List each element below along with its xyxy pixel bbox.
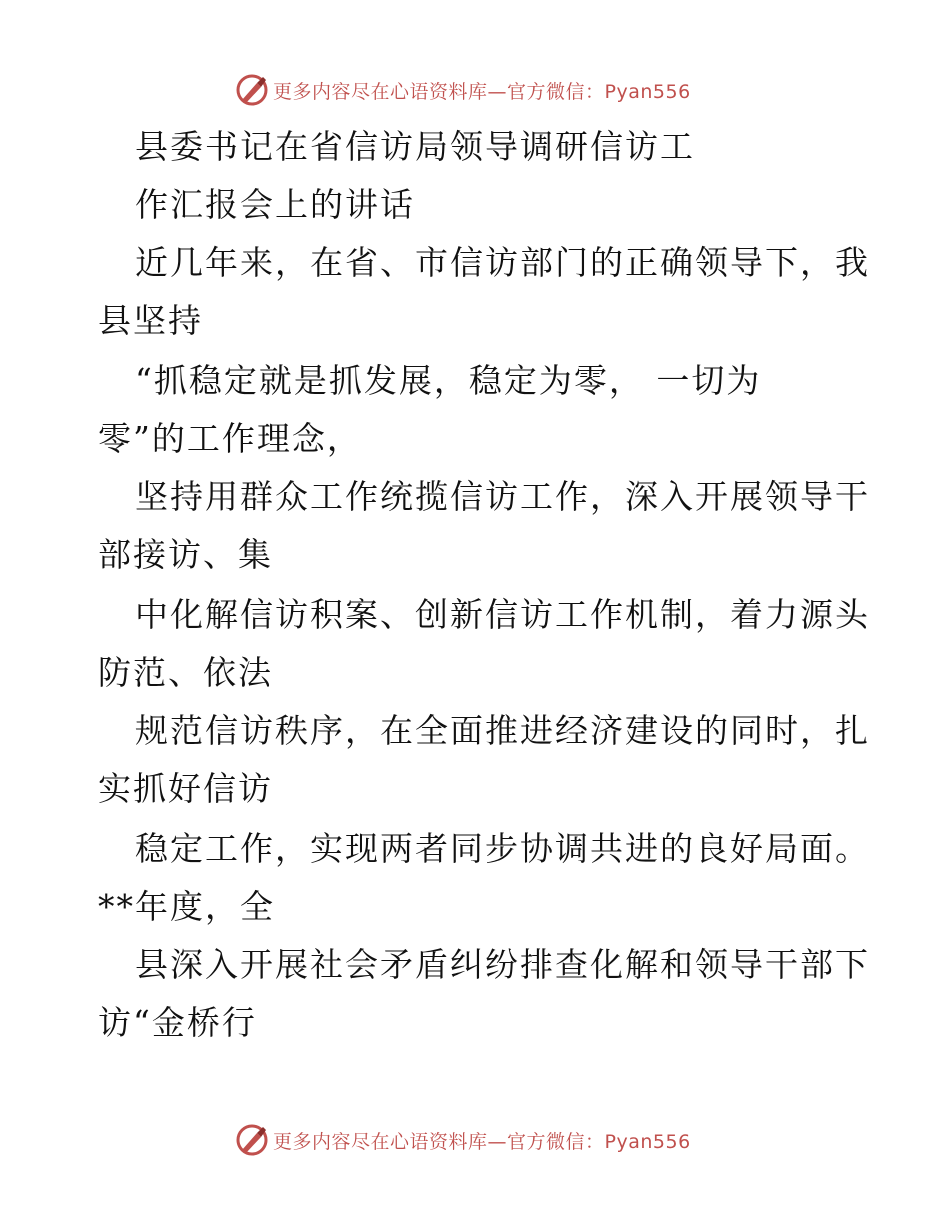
text-line: 规范信访秩序，在全面推进经济建设的同时，扎 — [135, 711, 870, 750]
text-line: 访“金桥行 — [98, 1003, 257, 1042]
text-line: 中化解信访积案、创新信访工作机制，着力源头 — [135, 595, 870, 634]
text-line: 零”的工作理念， — [98, 419, 362, 458]
text-line: 近几年来，在省、市信访部门的正确领导下，我 — [135, 243, 870, 282]
footer-watermark — [235, 1122, 691, 1158]
pen-logo-icon — [235, 1123, 269, 1157]
text-line: 稳定工作，实现两者同步协调共进的良好局面。 — [135, 829, 870, 868]
text-line: 坚持用群众工作统揽信访工作，深入开展领导干 — [135, 477, 870, 516]
text-line: 实抓好信访 — [98, 769, 273, 808]
title-line-1: 县委书记在省信访局领导调研信访工 — [135, 127, 695, 166]
text-line: 县坚持 — [98, 301, 203, 340]
watermark-text: 更多内容尽在心语资料库—官方微信：Pyan556 — [273, 80, 691, 103]
text-line: 县深入开展社会矛盾纠纷排查化解和领导干部下 — [135, 945, 870, 984]
text-line: 部接访、集 — [98, 535, 273, 574]
title-line-2: 作汇报会上的讲话 — [135, 185, 415, 224]
text-line: 防范、依法 — [98, 653, 273, 692]
text-line: “抓稳定就是抓发展，稳定为零， 一切为 — [135, 361, 762, 400]
watermark-text: 更多内容尽在心语资料库—官方微信：Pyan556 — [273, 1130, 691, 1153]
text-line: **年度，全 — [98, 887, 275, 926]
